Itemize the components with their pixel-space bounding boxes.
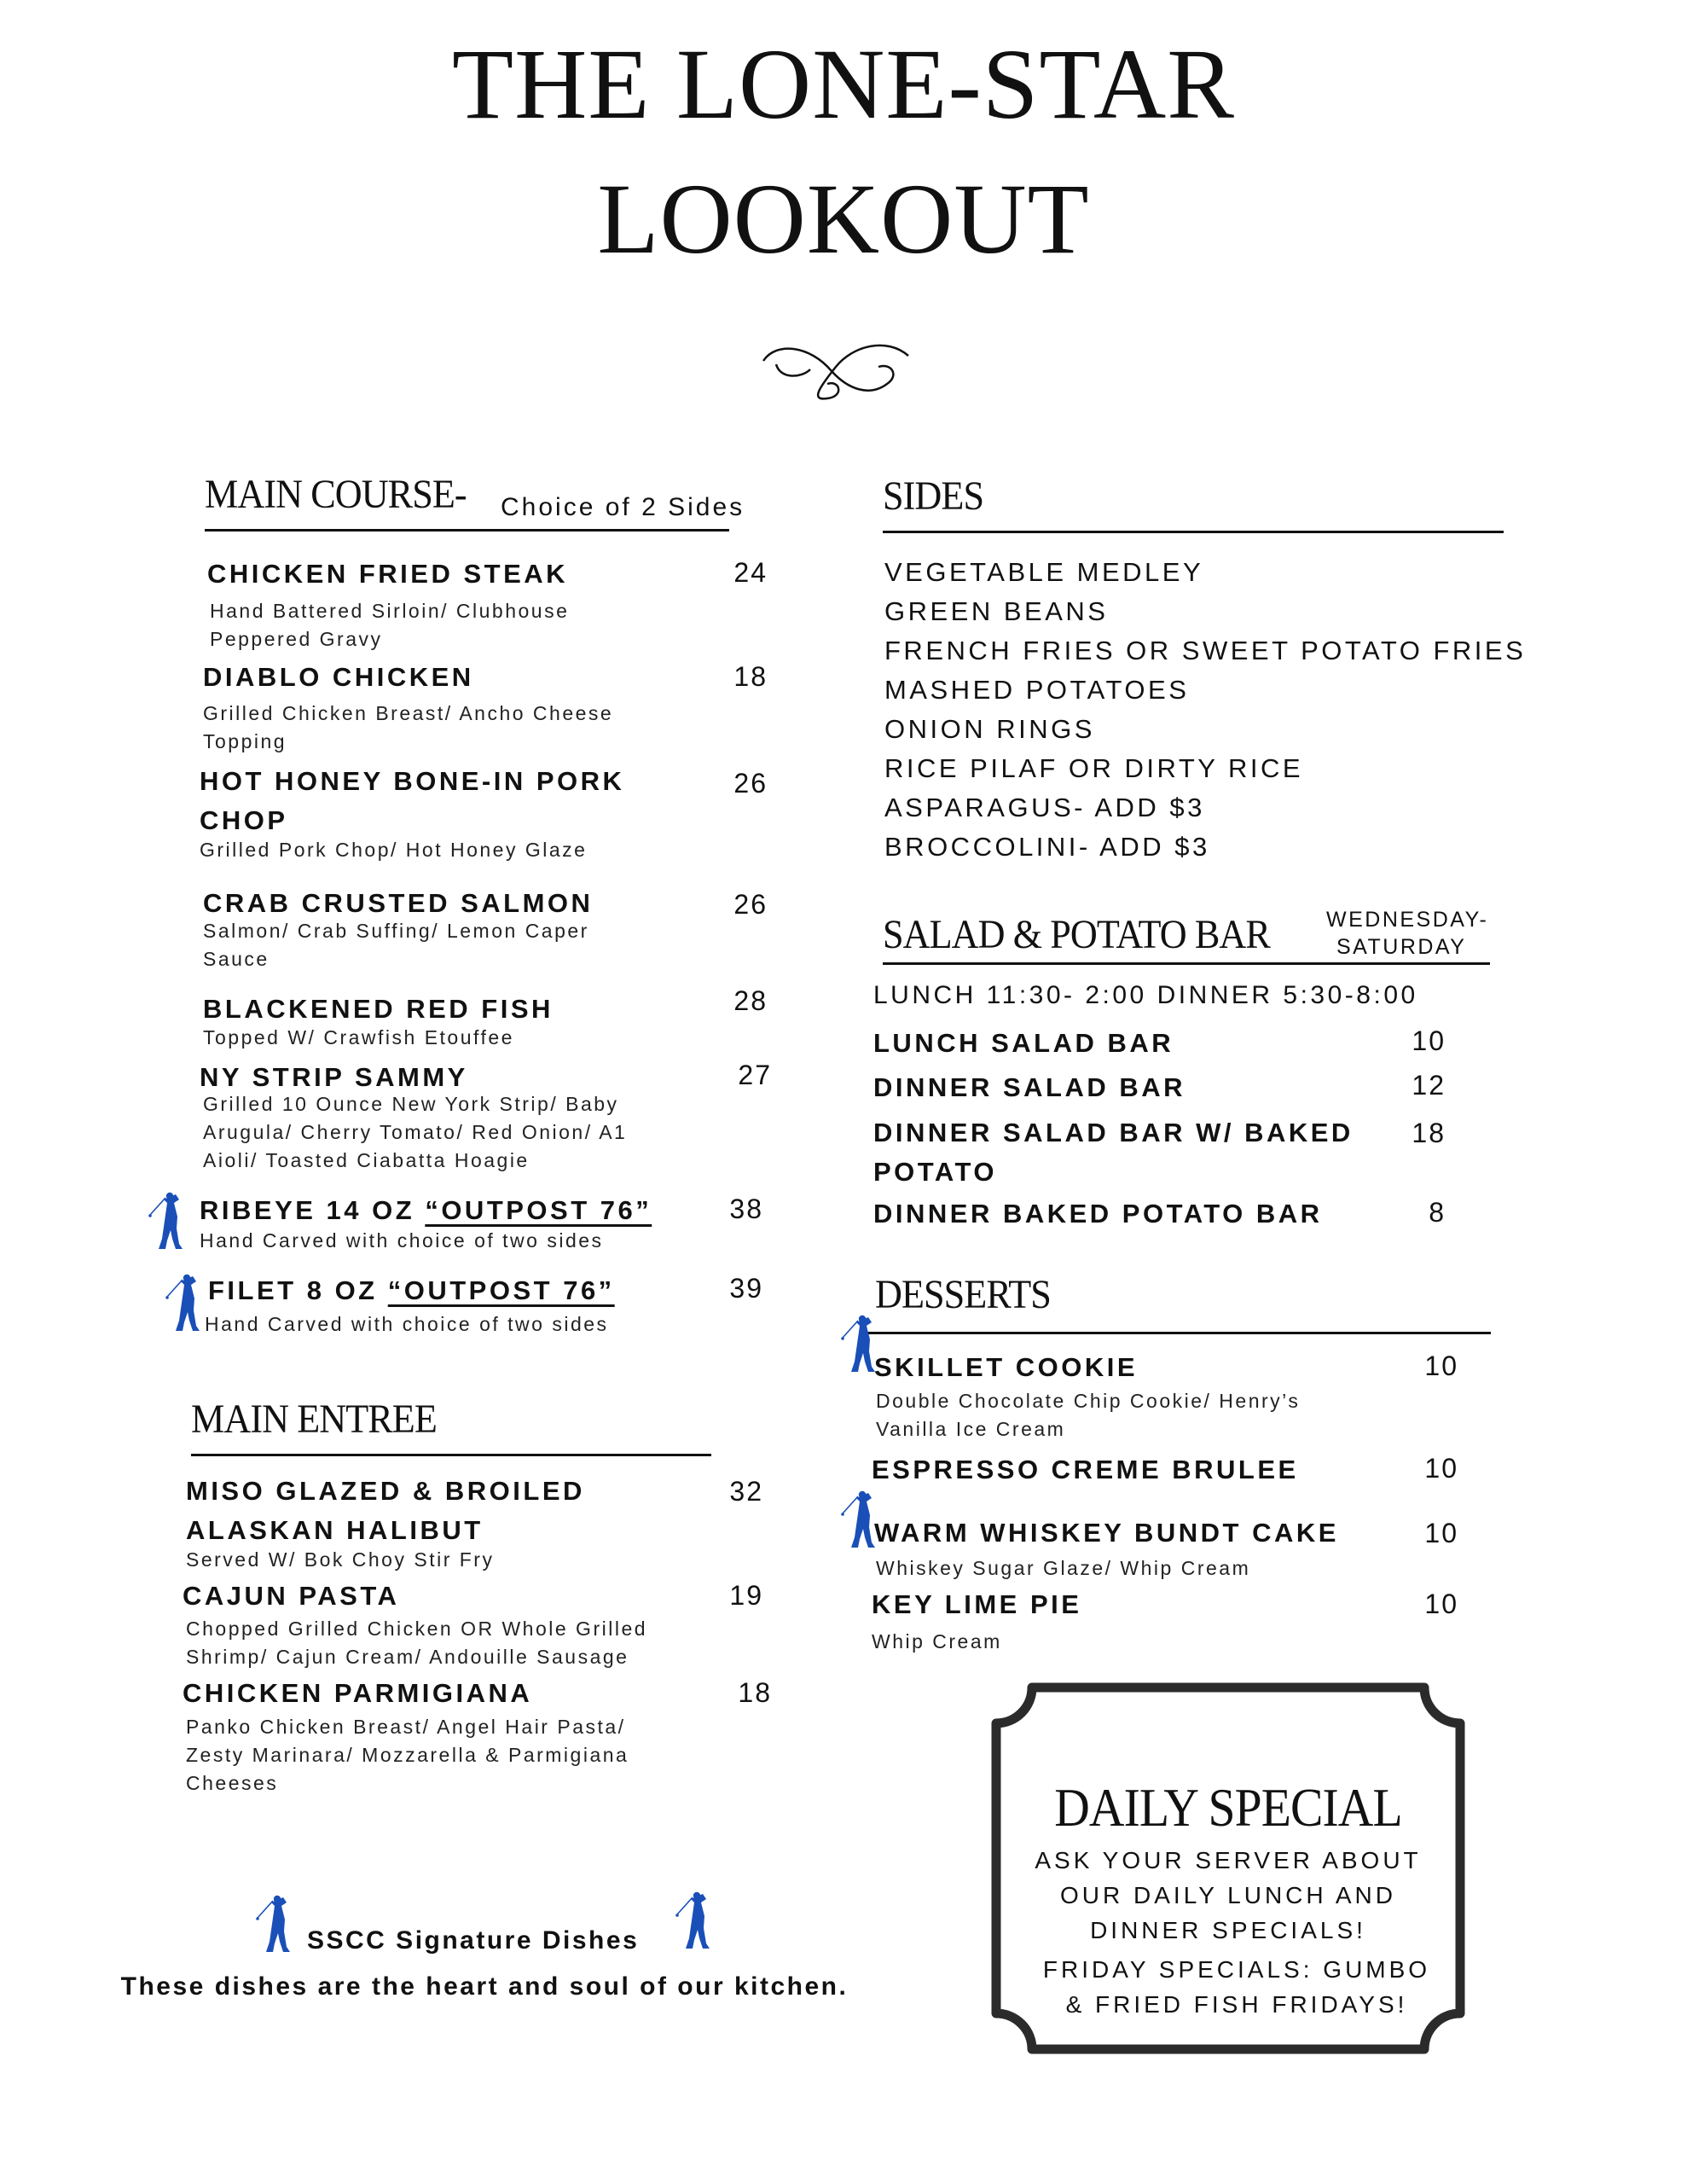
menu-item-price: 26 — [733, 768, 768, 799]
dessert-name: SKILLET COOKIE — [874, 1352, 1139, 1382]
dessert-desc: Double Chocolate Chip Cookie/ Henry’s Vanilla Ice Cream — [876, 1390, 1301, 1440]
flourish-ornament-icon — [759, 337, 913, 405]
salad-bar-item-name: LUNCH SALAD BAR — [873, 1028, 1174, 1058]
sides-list — [884, 553, 1526, 867]
desserts-heading: DESSERTS — [875, 1272, 1051, 1317]
menu-item-name: CHICKEN PARMIGIANA — [183, 1678, 533, 1708]
sides-heading: SIDES — [883, 473, 984, 519]
menu-item-price: 32 — [729, 1476, 763, 1507]
salad-bar-item-price: 12 — [1412, 1070, 1446, 1101]
golfer-icon — [254, 1894, 295, 1955]
main-entree-divider — [191, 1454, 711, 1456]
side-item: RICE PILAF OR DIRTY RICE — [884, 753, 1304, 783]
main-course-heading-group — [205, 474, 489, 515]
menu-item-name — [200, 1191, 652, 1231]
side-item: ASPARAGUS- ADD $3 — [884, 793, 1205, 822]
salad-bar-item-price: 8 — [1429, 1197, 1446, 1228]
menu-item-price: 18 — [733, 661, 768, 692]
salad-bar-hours: LUNCH 11:30- 2:00 DINNER 5:30-8:00 — [873, 981, 1418, 1009]
menu-item-price: 24 — [733, 557, 768, 588]
menu-item-desc: Hand Carved with choice of two sides — [205, 1313, 609, 1335]
signature-legend: SSCC Signature Dishes — [307, 1926, 640, 1955]
menu-item-desc: Chopped Grilled Chicken OR Whole Grilled Shrimp/ Cajun Cream/ Andouille Sausage — [186, 1618, 648, 1668]
menu-item-name-text: FILET 8 OZ — [208, 1275, 378, 1305]
menu-item-desc: Grilled 10 Ounce New York Strip/ Baby Arugula/ Cherry Tomato/ Red Onion/ A1 Aioli/ Toasted Ciabatta Hoagie — [203, 1093, 628, 1171]
menu-item-name: BLACKENED RED FISH — [203, 994, 554, 1024]
restaurant-title-line2: LOOKOUT — [597, 163, 1090, 275]
signature-tagline: These dishes are the heart and soul of our kitchen. — [120, 1972, 849, 2001]
restaurant-title-line1: THE LONE-STAR — [452, 28, 1235, 140]
dessert-name: WARM WHISKEY BUNDT CAKE — [874, 1518, 1339, 1548]
dessert-desc: Whiskey Sugar Glaze/ Whip Cream — [876, 1557, 1251, 1579]
menu-item-name-underlined: “OUTPOST 76” — [387, 1275, 615, 1305]
salad-bar-item-name: DINNER BAKED POTATO BAR — [873, 1199, 1323, 1228]
daily-special-heading: DAILY SPECIAL — [1054, 1777, 1402, 1838]
salad-bar-days-line1: WEDNESDAY- — [1326, 908, 1489, 932]
menu-item-price: 27 — [738, 1060, 772, 1090]
menu-item-desc: Grilled Pork Chop/ Hot Honey Glaze — [200, 839, 588, 861]
main-entree-heading: MAIN ENTREE — [191, 1397, 437, 1442]
menu-item-name: NY STRIP SAMMY — [200, 1062, 468, 1092]
golfer-icon — [164, 1273, 205, 1334]
salad-bar-divider — [883, 962, 1490, 965]
daily-special-box — [989, 1681, 1467, 2056]
menu-item-price: 18 — [738, 1677, 772, 1708]
salad-bar-item-name: DINNER SALAD BAR — [873, 1072, 1186, 1102]
salad-bar-item-price: 10 — [1412, 1025, 1446, 1056]
dessert-price: 10 — [1424, 1589, 1458, 1619]
menu-item-name: DIABLO CHICKEN — [203, 662, 474, 692]
side-item: ONION RINGS — [884, 714, 1095, 744]
menu-item-price: 39 — [729, 1273, 763, 1304]
golfer-icon — [674, 1891, 715, 1952]
menu-item-desc: Hand Battered Sirloin/ Clubhouse Peppered Gravy — [210, 600, 570, 650]
dessert-price: 10 — [1424, 1518, 1458, 1548]
main-course-divider — [205, 529, 729, 531]
side-item: MASHED POTATOES — [884, 675, 1190, 705]
menu-item-name: CRAB CRUSTED SALMON — [203, 888, 594, 918]
sides-divider — [883, 531, 1504, 533]
salad-bar-heading: SALAD & POTATO BAR — [883, 912, 1270, 957]
menu-item-price: 19 — [729, 1580, 763, 1611]
menu-item-name — [208, 1271, 615, 1311]
menu-item-desc: Served W/ Bok Choy Stir Fry — [186, 1548, 495, 1571]
side-item: BROCCOLINI- ADD $3 — [884, 832, 1210, 862]
menu-item-name-underlined: “OUTPOST 76” — [425, 1195, 652, 1225]
main-course-heading: MAIN COURSE- — [205, 472, 467, 517]
dessert-name: KEY LIME PIE — [872, 1589, 1082, 1619]
menu-item-name: CAJUN PASTA — [183, 1581, 400, 1611]
side-item: GREEN BEANS — [884, 596, 1109, 626]
friday-special-text: FRIDAY SPECIALS: GUMBO & FRIED FISH FRIDAYS! — [1042, 1956, 1431, 2018]
menu-item-name-text: RIBEYE 14 OZ — [200, 1195, 415, 1225]
main-course-subheading: Choice of 2 Sides — [501, 493, 745, 521]
side-item: FRENCH FRIES OR SWEET POTATO FRIES — [884, 636, 1527, 665]
menu-item-price: 26 — [733, 889, 768, 920]
menu-item-desc: Hand Carved with choice of two sides — [200, 1229, 604, 1252]
dessert-desc: Whip Cream — [872, 1630, 1002, 1653]
dessert-price: 10 — [1424, 1350, 1458, 1381]
menu-item-desc: Salmon/ Crab Suffing/ Lemon Caper Sauce — [203, 920, 589, 970]
menu-item-desc: Panko Chicken Breast/ Angel Hair Pasta/ Zesty Marinara/ Mozzarella & Parmigiana Cheeses — [186, 1716, 629, 1794]
salad-bar-item-name: DINNER SALAD BAR W/ BAKED POTATO — [873, 1118, 1354, 1187]
menu-item-price: 28 — [733, 985, 768, 1016]
dessert-price: 10 — [1424, 1453, 1458, 1484]
golfer-icon — [147, 1191, 188, 1252]
desserts-divider — [865, 1332, 1491, 1334]
daily-special-text: ASK YOUR SERVER ABOUT OUR DAILY LUNCH AND DINNER SPECIALS! — [1035, 1847, 1422, 1943]
salad-bar-item-price: 18 — [1412, 1118, 1446, 1148]
salad-bar-days-line2: SATURDAY — [1336, 935, 1467, 959]
dessert-name: ESPRESSO CREME BRULEE — [872, 1455, 1299, 1484]
menu-item-desc: Topped W/ Crawfish Etouffee — [203, 1026, 514, 1048]
menu-item-desc: Grilled Chicken Breast/ Ancho Cheese Topping — [203, 702, 614, 752]
menu-item-name: MISO GLAZED & BROILED ALASKAN HALIBUT — [186, 1476, 585, 1545]
menu-item-price: 38 — [729, 1194, 763, 1224]
menu-item-name: CHICKEN FRIED STEAK — [207, 559, 569, 589]
menu-item-name: HOT HONEY BONE-IN PORK CHOP — [200, 766, 625, 835]
side-item: VEGETABLE MEDLEY — [884, 557, 1204, 587]
